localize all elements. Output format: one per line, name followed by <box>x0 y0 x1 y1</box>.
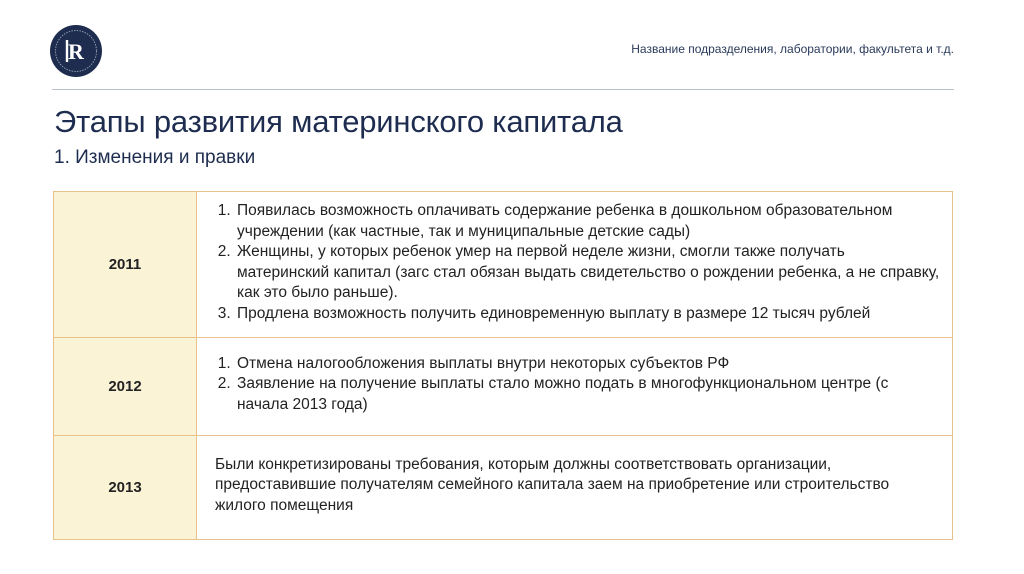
table-row <box>54 436 953 540</box>
changes-cell <box>197 192 953 338</box>
table-row <box>54 338 953 436</box>
list-item: 3. Продлена возможность получить единовременную выплату в размере 12 тысяч рублей <box>235 304 940 325</box>
changes-list <box>211 354 940 416</box>
list-item: 2. Заявление на получение выплаты стало можно подать в многофункциональном центре (с начала 2013 года) <box>235 374 940 415</box>
page-title: Этапы развития материнского капитала <box>54 104 623 139</box>
year-cell: 2013 <box>54 436 197 540</box>
list-item: 1. Появилась возможность оплачивать содержание ребенка в дошкольном образовательном учреждении (как частные, так и муниципальные детские сады) <box>235 201 940 242</box>
changes-list <box>211 201 940 324</box>
changes-cell <box>197 436 953 540</box>
list-item: 2. Женщины, у которых ребенок умер на первой неделе жизни, смогли также получать материнский капитал (загс стал обязан выдать свидетельство о рождении ребенка, а не справку, как это было раньше). <box>235 242 940 304</box>
year-cell: 2011 <box>54 192 197 338</box>
page-subtitle: 1. Изменения и правки <box>54 147 256 168</box>
stages-table <box>53 191 953 540</box>
organization-name: Название подразделения, лаборатории, факультета и т.д. <box>631 42 954 56</box>
changes-cell <box>197 338 953 436</box>
year-cell: 2012 <box>54 338 197 436</box>
table-row <box>54 192 953 338</box>
hse-university-logo-icon <box>48 23 104 79</box>
header-divider <box>52 89 954 90</box>
svg-text:R: R <box>68 39 84 64</box>
list-item: 1. Отмена налогообложения выплаты внутри некоторых субъектов РФ <box>235 354 940 375</box>
changes-text: Были конкретизированы требования, которым должны соответствовать организации, предоставившие получателям семейного капитала заем на приобретение или строительство жилого помещения <box>215 455 890 514</box>
